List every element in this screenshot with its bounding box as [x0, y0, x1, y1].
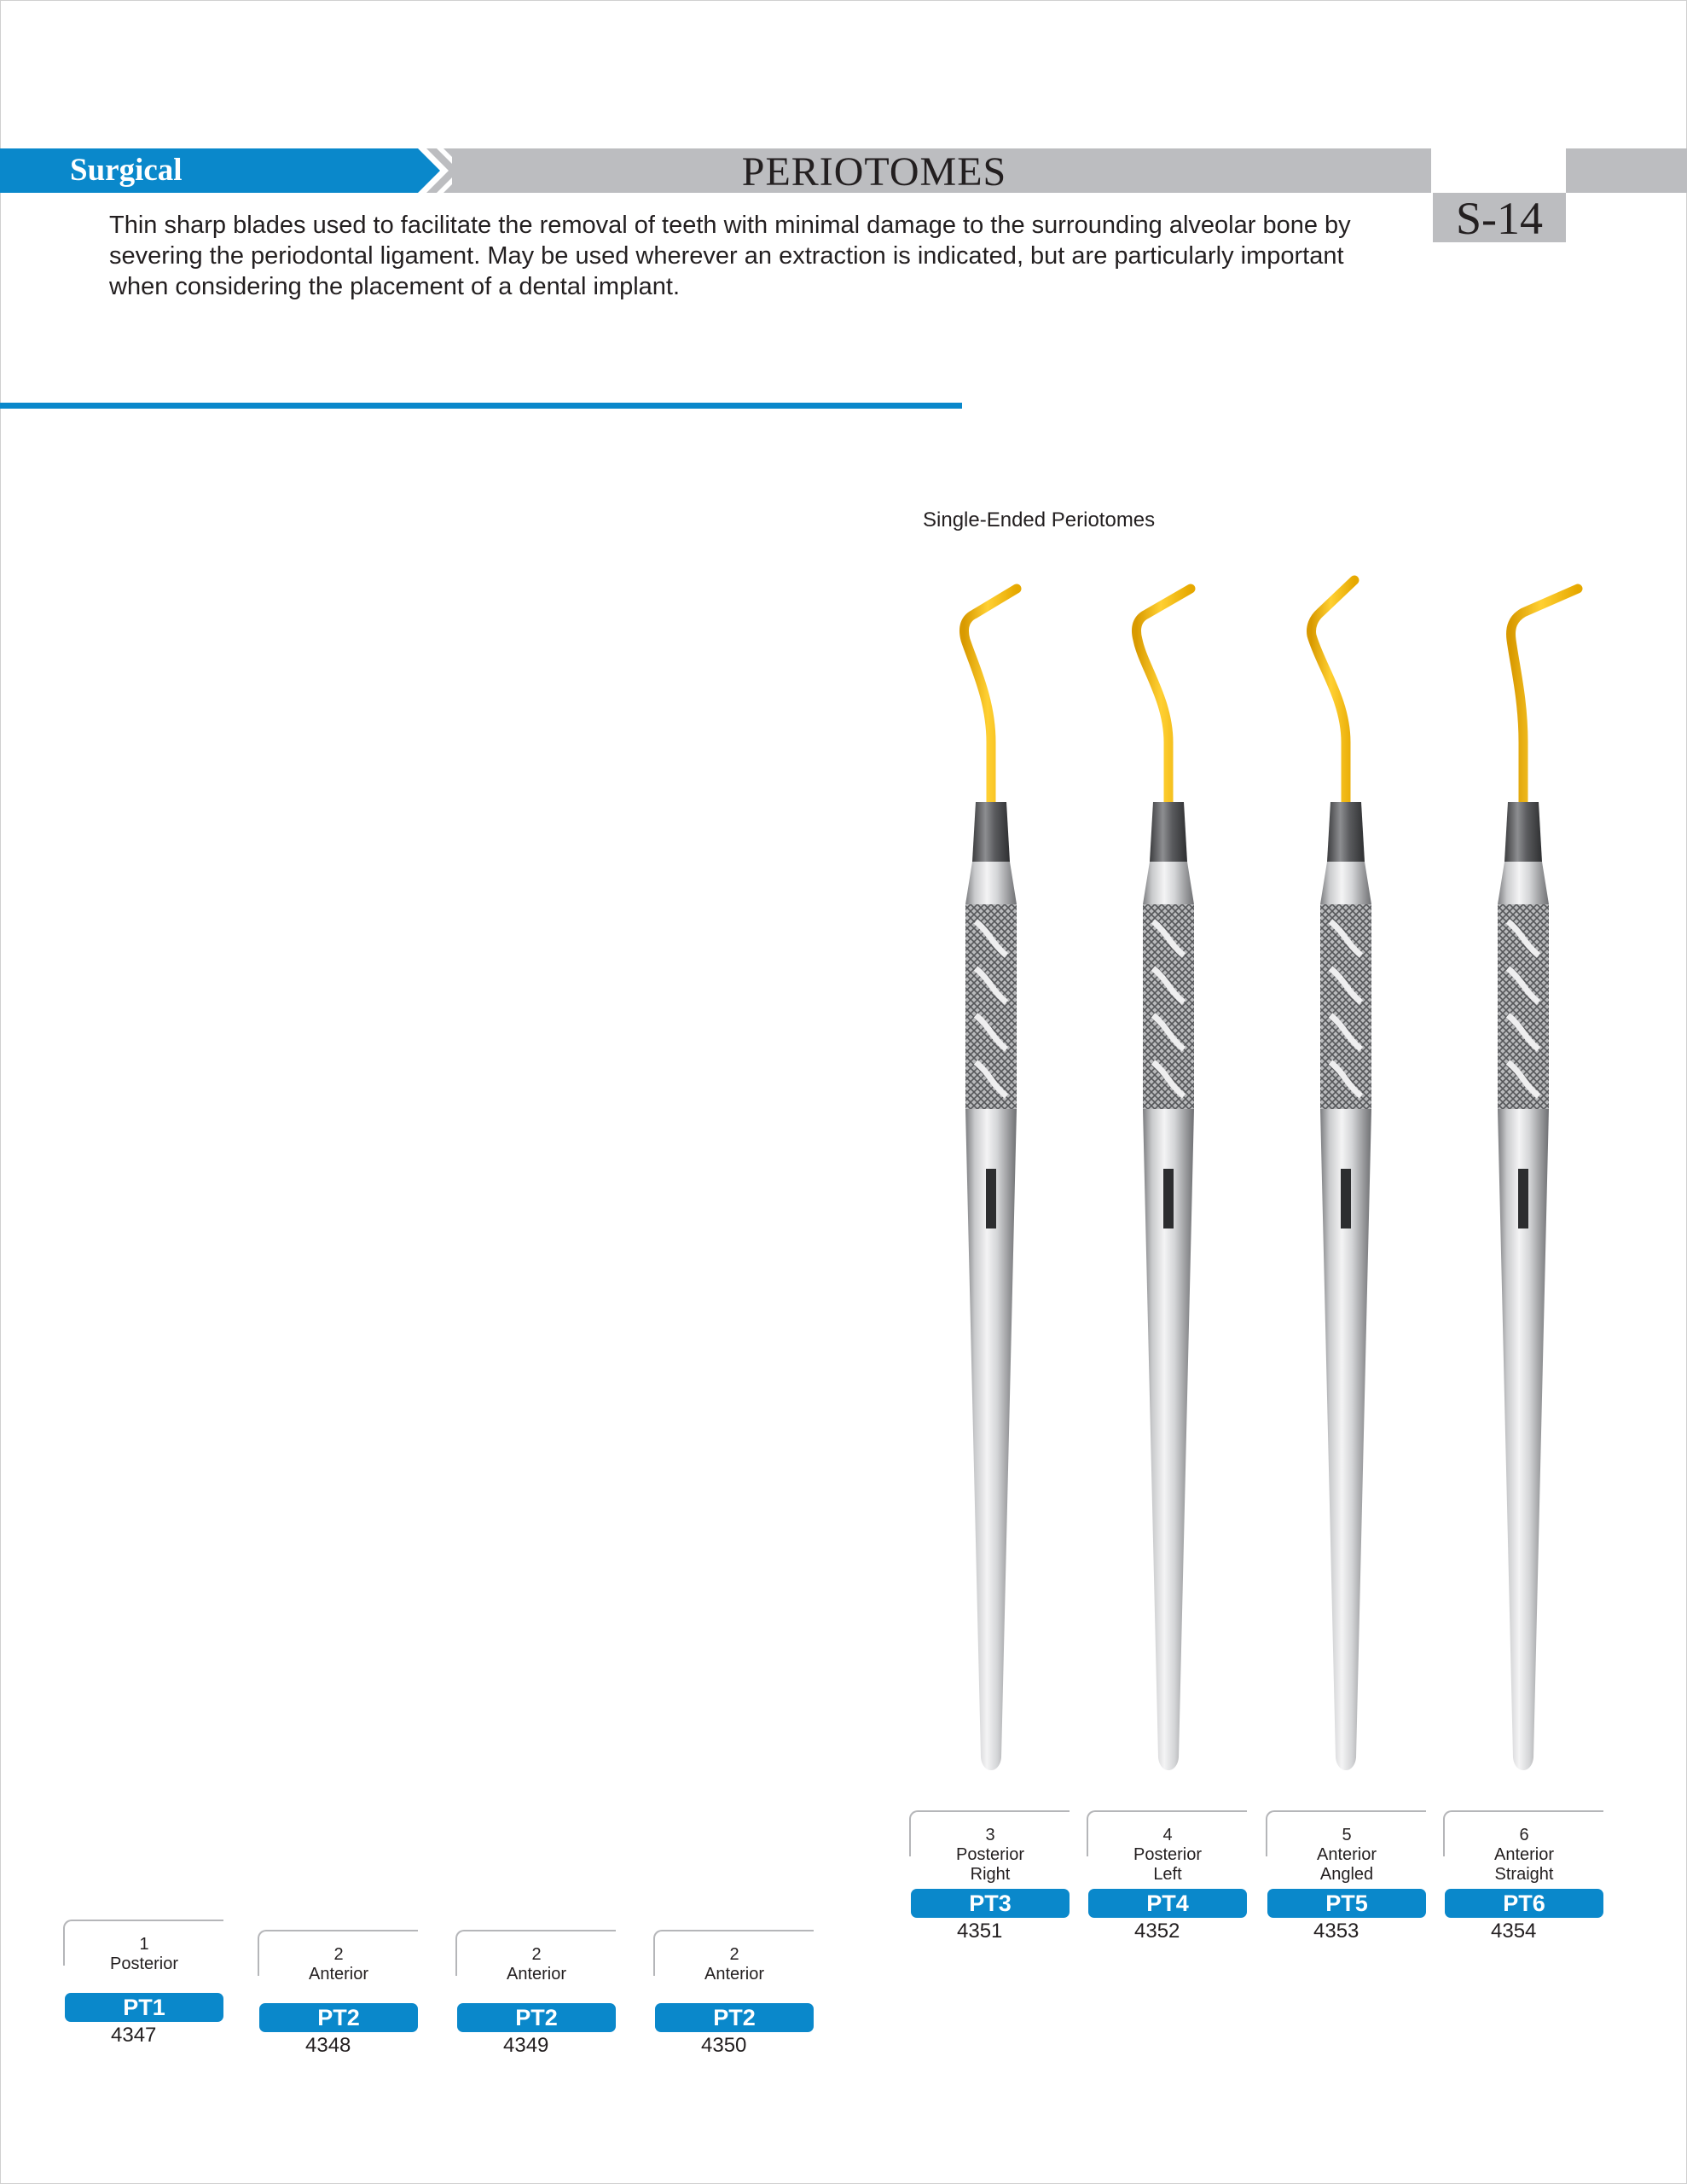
card-number: 6	[1519, 1826, 1529, 1844]
divider-rule	[0, 403, 962, 409]
product-code-badge: PT1	[65, 1993, 223, 2022]
card-type: Anterior	[506, 1965, 567, 1984]
card-variant: Straight	[1494, 1865, 1554, 1884]
card-description	[1443, 1826, 1605, 1885]
card-number: 2	[333, 1945, 344, 1964]
card-description	[1087, 1826, 1249, 1885]
card-description	[909, 1826, 1071, 1885]
catalog-number: 4352	[1134, 1920, 1180, 1943]
card-type: Anterior	[308, 1965, 369, 1984]
page-code: S-14	[1433, 193, 1566, 242]
product-code-badge: PT2	[259, 2003, 418, 2032]
product-card-4354	[1443, 1810, 1605, 1943]
product-card-4353	[1266, 1810, 1428, 1943]
product-card-4352	[1087, 1810, 1249, 1943]
card-number: 3	[985, 1826, 995, 1844]
card-number: 1	[139, 1935, 149, 1954]
product-card-4347	[63, 1920, 225, 2048]
catalog-number: 4350	[701, 2034, 747, 2057]
card-type: Posterior	[109, 1955, 179, 1973]
card-variant: Right	[970, 1865, 1011, 1884]
product-card-4349	[455, 1930, 617, 2058]
card-number: 2	[729, 1945, 739, 1964]
description: Thin sharp blades used to facilitate the removal of teeth with minimal damage to the surrounding alveolar bone by severing the periodontal ligament. May be used wherever an extraction is indicated, but are particularly important when considering the placement of a dental implant.	[109, 212, 1351, 300]
card-type: Anterior	[1493, 1845, 1555, 1864]
card-type: Posterior	[1133, 1845, 1203, 1864]
catalog-number: 4353	[1313, 1920, 1359, 1943]
periotome-instrument-4353	[1261, 555, 1431, 1817]
product-code-badge: PT4	[1088, 1889, 1247, 1918]
catalog-number: 4351	[957, 1920, 1003, 1943]
card-type: Anterior	[704, 1965, 765, 1984]
card-description	[63, 1935, 225, 1974]
product-code-badge: PT5	[1267, 1889, 1426, 1918]
card-variant: Angled	[1319, 1865, 1374, 1884]
card-description	[653, 1945, 815, 1984]
card-number: 2	[531, 1945, 542, 1964]
catalog-number: 4347	[111, 2024, 157, 2047]
card-type: Posterior	[955, 1845, 1025, 1864]
catalog-number: 4354	[1491, 1920, 1537, 1943]
card-number: 5	[1342, 1826, 1352, 1844]
catalog-number: 4348	[305, 2034, 351, 2057]
periotome-instrument-4351	[906, 555, 1076, 1817]
section-band	[0, 148, 409, 193]
periotome-instrument-4354	[1438, 555, 1609, 1817]
product-card-4351	[909, 1810, 1071, 1943]
section-label: Surgical	[70, 153, 183, 188]
card-description	[455, 1945, 617, 1984]
header-band-end	[1566, 148, 1687, 193]
product-code-badge: PT6	[1445, 1889, 1603, 1918]
periotome-instrument-4352	[1083, 555, 1254, 1817]
single-ended-title: Single-Ended Periotomes	[923, 508, 1156, 531]
card-description	[258, 1945, 420, 1984]
product-card-4350	[653, 1930, 815, 2058]
product-code-badge: PT2	[655, 2003, 814, 2032]
catalog-number: 4349	[503, 2034, 549, 2057]
product-code-badge: PT2	[457, 2003, 616, 2032]
card-number: 4	[1162, 1826, 1173, 1844]
product-card-4348	[258, 1930, 420, 2058]
product-code-badge: PT3	[911, 1889, 1070, 1918]
card-variant: Left	[1153, 1865, 1182, 1884]
page-title: PERIOTOMES	[741, 149, 1007, 195]
card-type: Anterior	[1316, 1845, 1377, 1864]
card-description	[1266, 1826, 1428, 1885]
